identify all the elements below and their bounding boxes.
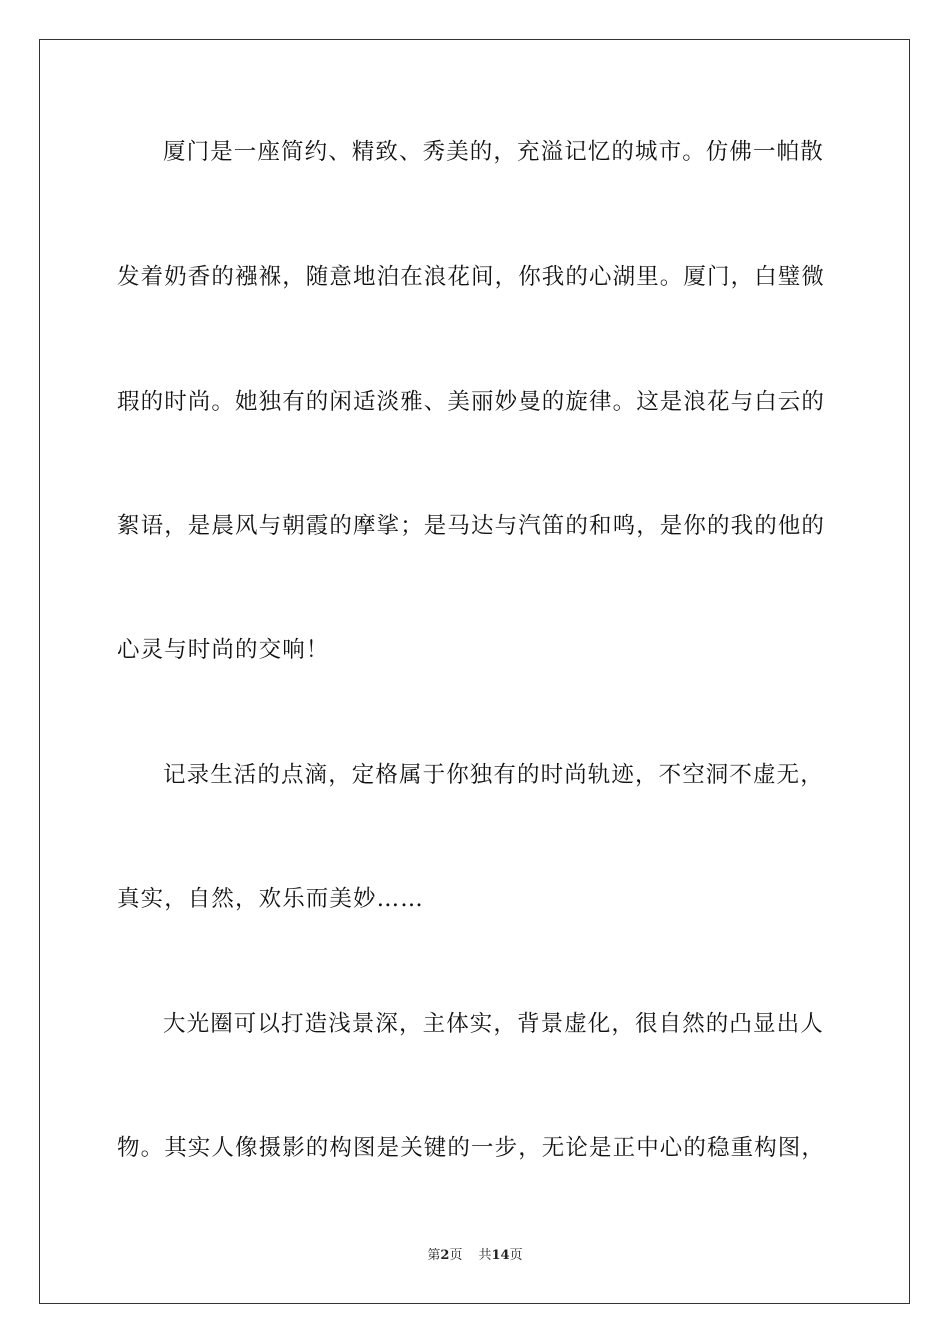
page-border — [39, 39, 910, 1304]
total-pages-label: 共14页 — [478, 1248, 523, 1263]
paragraph-1-line-1: 厦门是一座简约、精致、秀美的，充溢记忆的城市。仿佛一帕散 — [163, 139, 824, 165]
paragraph-2-line-1: 记录生活的点滴，定格属于你独有的时尚轨迹，不空洞不虚无， — [163, 762, 824, 788]
paragraph-2-line-2: 真实，自然，欢乐而美妙…… — [117, 886, 424, 912]
page-footer — [0, 1247, 950, 1265]
paragraph-1-line-4: 絮语，是晨风与朝霞的摩挲；是马达与汽笛的和鸣，是你的我的他的 — [117, 513, 826, 539]
page-number-label: 第2页 — [427, 1248, 463, 1263]
paragraph-3-line-2: 物。其实人像摄影的构图是关键的一步，无论是正中心的稳重构图， — [117, 1135, 826, 1161]
paragraph-3-line-1: 大光圈可以打造浅景深，主体实，背景虚化，很自然的凸显出人 — [163, 1011, 824, 1037]
paragraph-1-line-5: 心灵与时尚的交响！ — [117, 637, 330, 663]
paragraph-1-line-3: 瑕的时尚。她独有的闲适淡雅、美丽妙曼的旋律。这是浪花与白云的 — [117, 389, 826, 415]
paragraph-1-line-2: 发着奶香的襁褓，随意地泊在浪花间，你我的心湖里。厦门，白璧微 — [117, 264, 826, 290]
